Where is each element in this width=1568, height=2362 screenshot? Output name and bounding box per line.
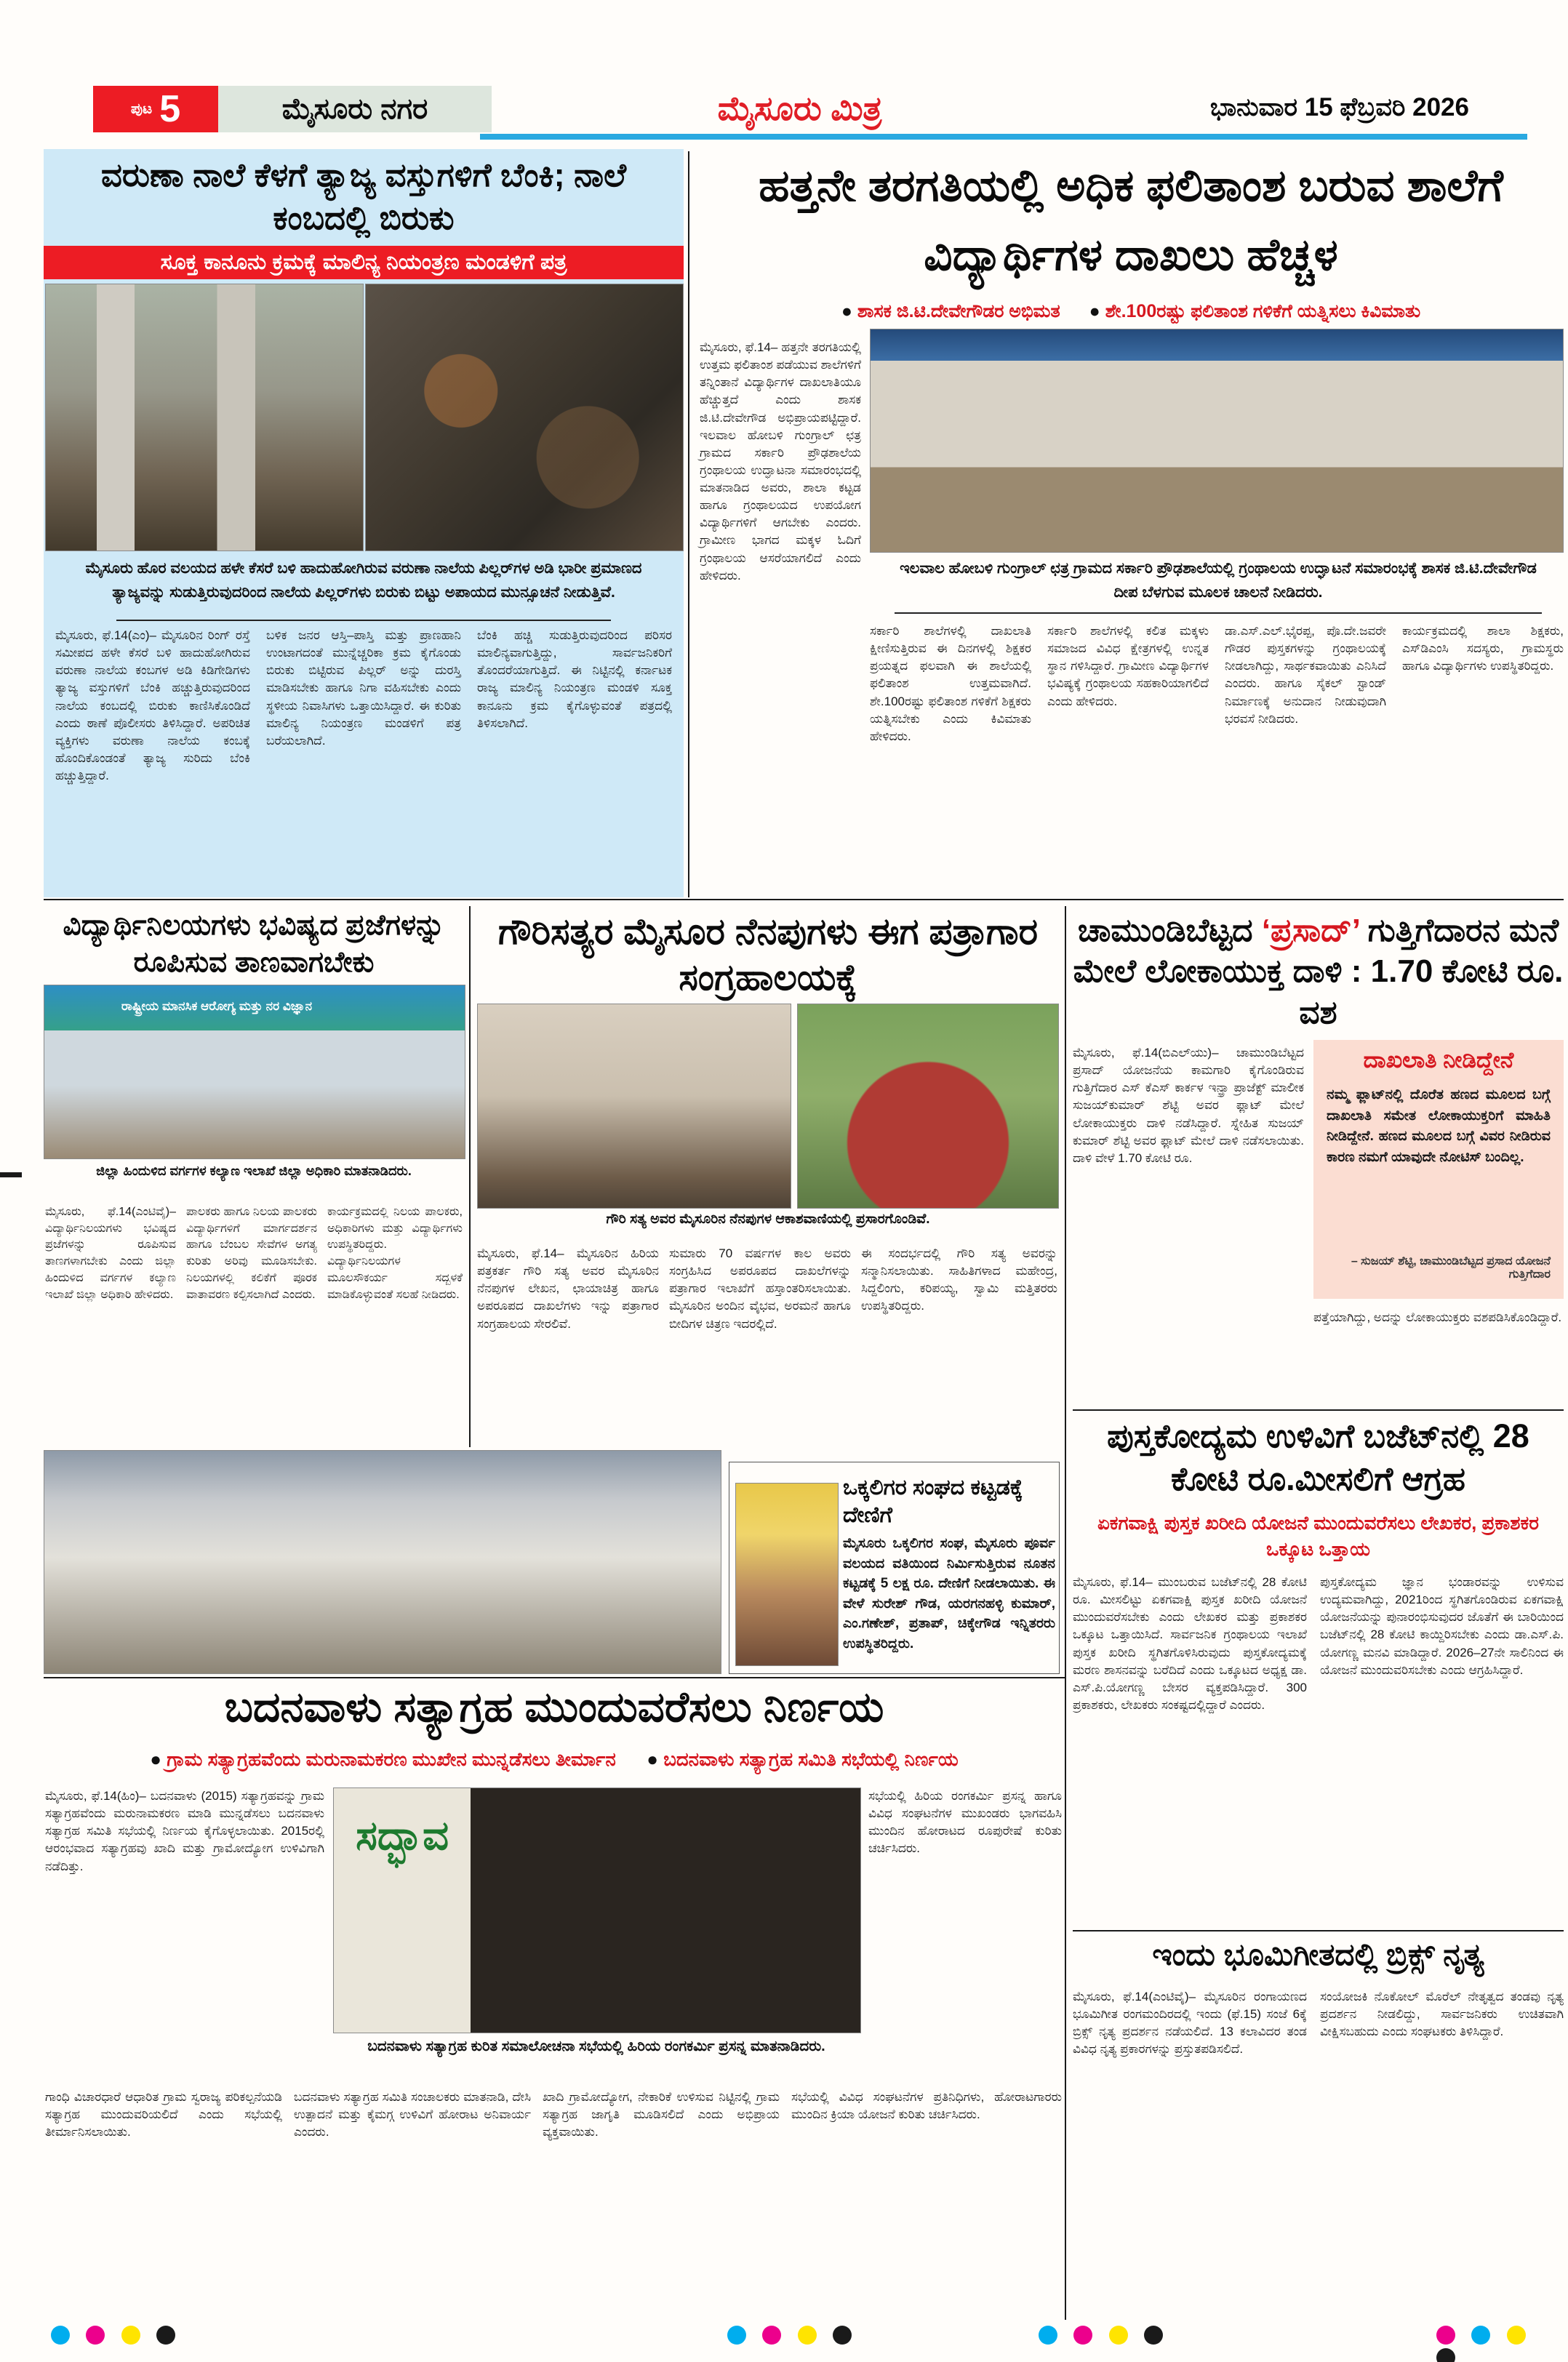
badanavalu-caption: ಬದನವಾಳು ಸತ್ಯಾಗ್ರಹ ಕುರಿತ ಸಮಾಲೋಚನಾ ಸಭೆಯಲ್ಲಿ ಹಿರಿಯ ರಂಗಕರ್ಮಿ ಪ್ರಸನ್ನ ಮಾತನಾಡಿದರು. bbox=[367, 2038, 825, 2054]
chamundi-headline-highlight: ‘ಪ್ರಸಾದ್’ bbox=[1261, 913, 1360, 948]
badanavalu-bullet-2: ಬದನವಾಳು ಸತ್ಯಾಗ್ರಹ ಸಮಿತಿ ಸಭೆಯಲ್ಲಿ ನಿರ್ಣಯ bbox=[663, 1748, 959, 1770]
rule-books-brics bbox=[1073, 1930, 1564, 1931]
badanavalu-body-b1: ಗಾಂಧಿ ವಿಚಾರಧಾರೆ ಆಧಾರಿತ ಗ್ರಾಮ ಸ್ವರಾಜ್ಯ ಪರಿಕಲ್ಪನೆಯಡಿ ಸತ್ಯಾಗ್ರಹ ಮುಂದುವರಿಯಲಿದೆ ಎಂದು ಸಭೆಯಲ್ಲಿ ತೀರ್ಮಾನಿಸಲಾಯಿತು. bbox=[45, 2090, 282, 2139]
edition-date: ಭಾನುವಾರ 15 ಫೆಬ್ರವರಿ 2026 bbox=[1209, 93, 1469, 121]
cmyk-dot-magenta bbox=[1436, 2326, 1455, 2345]
brics-body-col1: ಮೈಸೂರು, ಫೆ.14(ಎಂಟಿವೈ)– ಮೈಸೂರಿನ ರಂಗಾಯಣದ ಭೂಮಿಗೀತ ರಂಗಮಂದಿರದಲ್ಲಿ ಇಂದು (ಫೆ.15) ಸಂಜೆ 6ಕ್ಕೆ ಬ್ರಿಕ್ಸ್ ನೃತ್ಯ ಪ್ರದರ್ಶನ ನಡೆಯಲಿದೆ. 13 ಕಲಾವಿದರ ತಂಡ ವಿವಿಧ ನೃತ್ಯ ಪ್ರಕಾರಗಳನ್ನು ಪ್ರಸ್ತುತಪಡಿಸಲಿದೆ. bbox=[1073, 1990, 1307, 2057]
bullet-icon: ● bbox=[150, 1748, 162, 1770]
gouri-headline: ಗೌರಿಸತ್ಯರ ಮೈಸೂರ ನೆನಪುಗಳು ಈಗ ಪತ್ರಾಗಾರ ಸಂಗ್ರಹಾಲಯಕ್ಕೆ bbox=[497, 911, 1039, 998]
school-caption: ಇಲವಾಲ ಹೋಬಳಿ ಗುಂಗ್ರಾಲ್ ಛತ್ರ ಗ್ರಾಮದ ಸರ್ಕಾರಿ ಪ್ರೌಢಶಾಲೆಯಲ್ಲಿ ಗ್ರಂಥಾಲಯ ಉದ್ಘಾಟನೆ ಸಮಾರಂಭಕ್ಕೆ ಶಾಸಕ ಜಿ.ಟಿ.ದೇವೇಗೌಡ ದೀಪ ಬೆಳಗುವ ಮೂಲಕ ಚಾಲನೆ ನೀಡಿದರು. bbox=[895, 557, 1542, 614]
photo-library-inauguration bbox=[870, 329, 1564, 553]
photo-burnt-debris bbox=[365, 284, 684, 551]
okkaliga-box bbox=[729, 1462, 1060, 1674]
chamundi-headline-pre: ಚಾಮುಂಡಿಬೆಟ್ಟದ bbox=[1077, 913, 1262, 948]
hostel-body-col1: ಮೈಸೂರು, ಫೆ.14(ಎಂಟಿವೈ)– ವಿದ್ಯಾರ್ಥಿನಿಲಯಗಳು ಭವಿಷ್ಯದ ಪ್ರಜೆಗಳನ್ನು ರೂಪಿಸುವ ತಾಣಗಳಾಗಬೇಕು ಎಂದು ಜಿಲ್ಲಾ ಹಿಂದುಳಿದ ವರ್ಗಗಳ ಕಲ್ಯಾಣ ಇಲಾಖೆ ಜಿಲ್ಲಾ ಅಧಿಕಾರಿ ಹೇಳಿದರು. bbox=[45, 1206, 176, 1301]
chamundi-quote-body: ನಮ್ಮ ಫ್ಲಾಟ್‌ನಲ್ಲಿ ದೊರೆತ ಹಣದ ಮೂಲದ ಬಗ್ಗೆ ದಾಖಲಾತಿ ಸಮೇತ ಲೋಕಾಯುಕ್ತರಿಗೆ ಮಾಹಿತಿ ನೀಡಿದ್ದೇನೆ. ಹಣದ ಮೂಲದ ಬಗ್ಗೆ ವಿವರ ನೀಡಿರುವ ಕಾರಣ ನಮಗೆ ಯಾವುದೇ ನೋಟಿಸ್ ಬಂದಿಲ್ಲ. bbox=[1327, 1087, 1551, 1165]
books-body-col1: ಮೈಸೂರು, ಫೆ.14– ಮುಂಬರುವ ಬಜೆಟ್‌ನಲ್ಲಿ 28 ಕೋಟಿ ರೂ. ಮೀಸಲಿಟ್ಟು ಏಕಗವಾಕ್ಷಿ ಪುಸ್ತಕ ಖರೀದಿ ಯೋಜನೆ ಮುಂದುವರೆಸಬೇಕು ಎಂದು ಲೇಖಕರ ಮತ್ತು ಪ್ರಕಾಶಕರ ಒಕ್ಕೂಟ ಒತ್ತಾಯಿಸಿದೆ. ಸಾರ್ವಜನಿಕ ಗ್ರಂಥಾಲಯ ಇಲಾಖೆ ಪುಸ್ತಕ ಖರೀದಿ ಸ್ಥಗಿತಗೊಳಿಸಿರುವುದು ಪುಸ್ತಕೋದ್ಯಮಕ್ಕೆ ಮರಣ ಶಾಸನವನ್ನು ಬರೆದಿದೆ ಎಂದು ಒಕ್ಕೂಟದ ಅಧ್ಯಕ್ಷ ಡಾ. ಎಸ್.ಪಿ.ಯೋಗಣ್ಣ ಬೇಸರ ವ್ಯಕ್ತಪಡಿಸಿದ್ದಾರೆ. 300 ಪ್ರಕಾಶಕರು, ಲೇಖಕರು ಸಂಕಷ್ಟದಲ್ಲಿದ್ದಾರೆ ಎಂದರು. bbox=[1073, 1575, 1307, 1712]
chamundi-quote-title: ದಾಖಲಾತಿ ನೀಡಿದ್ದೇನೆ bbox=[1363, 1047, 1514, 1073]
gouri-body-col3: ಈ ಸಂದರ್ಭದಲ್ಲಿ ಗೌರಿ ಸತ್ಯ ಅವರನ್ನು ಸನ್ಮಾನಿಸಲಾಯಿತು. ಸಾಹಿತಿಗಳಾದ ಮಹೇಂದ್ರ, ಸಿದ್ದಲಿಂಗು, ಕರಿಪಯ್ಯ, ಸ್ವಾಮಿ ಮತ್ತಿತರರು ಉಪಸ್ಥಿತರಿದ್ದರು. bbox=[861, 1246, 1057, 1313]
rule-under-top-band bbox=[44, 899, 1564, 900]
rule-chamundi-books bbox=[1073, 1409, 1564, 1411]
cmyk-dot-magenta bbox=[1073, 2326, 1092, 2345]
stage-banner-text: ಸದ್ಭಾವ bbox=[356, 1811, 449, 1858]
cmyk-dot-cyan bbox=[51, 2326, 70, 2345]
hostel-headline: ವಿದ್ಯಾರ್ಥಿನಿಲಯಗಳು ಭವಿಷ್ಯದ ಪ್ರಜೆಗಳನ್ನು ರೂಪಿಸುವ ತಾಣವಾಗಬೇಕು bbox=[63, 910, 445, 978]
badanavalu-body-left: ಮೈಸೂರು, ಫೆ.14(ಹಿಂ)– ಬದನವಾಳು (2015) ಸತ್ಯಾಗ್ರಹವನ್ನು ಗ್ರಾಮ ಸತ್ಯಾಗ್ರಹವೆಂದು ಮರುನಾಮಕರಣ ಮಾಡಿ ಮುನ್ನಡೆಸಲು ಬದನವಾಳು ಸತ್ಯಾಗ್ರಹ ಸಮಿತಿ ಸಭೆಯಲ್ಲಿ ನಿರ್ಣಯ ಕೈಗೊಳ್ಳಲಾಯಿತು. 2015ರಲ್ಲಿ ಆರಂಭವಾದ ಸತ್ಯಾಗ್ರಹವು ಖಾದಿ ಮತ್ತು ಗ್ರಾಮೋದ್ಯೋಗ ಉಳಿವಿಗಾಗಿ ನಡೆದಿತ್ತು. bbox=[45, 1789, 324, 1873]
okkaliga-body: ಮೈಸೂರು ಒಕ್ಕಲಿಗರ ಸಂಘ, ಮೈಸೂರು ಪೂರ್ವ ವಲಯದ ವತಿಯಿಂದ ನಿರ್ಮಿಸುತ್ತಿರುವ ನೂತನ ಕಟ್ಟಡಕ್ಕೆ 5 ಲಕ್ಷ ರೂ. ದೇಣಿಗೆ ನೀಡಲಾಯಿತು. ಈ ವೇಳೆ ಸುರೇಶ್ ಗೌಡ, ಯರಗನಹಳ್ಳಿ ಕುಮಾರ್, ಎಂ.ಗಣೇಶ್, ಪ್ರತಾಪ್, ಚಿಕ್ಕೇಗೌಡ ಇನ್ನಿತರರು ಉಪಸ್ಥಿತರಿದ್ದರು. bbox=[843, 1536, 1055, 1652]
cmyk-dot-magenta bbox=[762, 2326, 781, 2345]
brics-body-col2: ಸಂಯೋಜಕಿ ನೊಕೋಲ್ ಮೊರೆಲ್ ನೇತೃತ್ವದ ತಂಡವು ನೃತ್ಯ ಪ್ರದರ್ಶನ ನೀಡಲಿದ್ದು, ಸಾರ್ವಜನಿಕರು ಉಚಿತವಾಗಿ ವೀಕ್ಷಿಸಬಹುದು ಎಂದು ಸಂಘಟಕರು ತಿಳಿಸಿದ್ದಾರೆ. bbox=[1320, 1990, 1564, 2039]
page-number: 5 bbox=[159, 88, 181, 130]
books-headline: ಪುಸ್ತಕೋದ್ಯಮ ಉಳಿವಿಗೆ ಬಜೆಟ್‌ನಲ್ಲಿ 28 ಕೋಟಿ ರೂ.ಮೀಸಲಿಗೆ ಆಗ್ರಹ bbox=[1107, 1417, 1529, 1497]
gouri-body-col1: ಮೈಸೂರು, ಫೆ.14– ಮೈಸೂರಿನ ಹಿರಿಯ ಪತ್ರಕರ್ತ ಗೌರಿ ಸತ್ಯ ಅವರ ಮೈಸೂರಿನ ನೆನಪುಗಳ ಲೇಖನ, ಛಾಯಾಚಿತ್ರ ಹಾಗೂ ಅಪರೂಪದ ದಾಖಲೆಗಳು ಇನ್ನು ಪತ್ರಾಗಾರ ಸಂಗ್ರಹಾಲಯ ಸೇರಲಿವೆ. bbox=[477, 1246, 659, 1331]
photo-press-meet bbox=[477, 1004, 791, 1209]
bullet-icon: ● bbox=[841, 301, 852, 321]
books-subhead: ಏಕಗವಾಕ್ಷಿ ಪುಸ್ತಕ ಖರೀದಿ ಯೋಜನೆ ಮುಂದುವರೆಸಲು ಲೇಖಕರ, ಪ್ರಕಾಶಕರ ಒಕ್ಕೂಟ ಒತ್ತಾಯ bbox=[1097, 1512, 1540, 1561]
school-body-col5: ಕಾರ್ಯಕ್ರಮದಲ್ಲಿ ಶಾಲಾ ಶಿಕ್ಷಕರು, ಎಸ್‌ಡಿಎಂಸಿ ಸದಸ್ಯರು, ಗ್ರಾಮಸ್ಥರು ಹಾಗೂ ವಿದ್ಯಾರ್ಥಿಗಳು ಉಪಸ್ಥಿತರಿದ್ದರು. bbox=[1402, 624, 1564, 673]
masthead: ಮೈಸೂರು ಮಿತ್ರ bbox=[716, 89, 884, 127]
divider-right-column bbox=[1065, 906, 1066, 2320]
gouri-body-col2: ಸುಮಾರು 70 ವರ್ಷಗಳ ಕಾಲ ಅವರು ಸಂಗ್ರಹಿಸಿದ ಅಪರೂಪದ ದಾಖಲೆಗಳನ್ನು ಪತ್ರಾಗಾರ ಇಲಾಖೆಗೆ ಹಸ್ತಾಂತರಿಸಲಾಯಿತು. ಮೈಸೂರಿನ ಅಂದಿನ ವೈಭವ, ಅರಮನೆ ಹಾಗೂ ಬೀದಿಗಳ ಚಿತ್ರಣ ಇದರಲ್ಲಿದೆ. bbox=[669, 1246, 851, 1331]
chamundi-quote-box bbox=[1313, 1040, 1564, 1299]
chamundi-body-col2: ಪತ್ತೆಯಾಗಿದ್ದು, ಅದನ್ನು ಲೋಕಾಯುಕ್ತರು ವಶಪಡಿಸಿಕೊಂಡಿದ್ದಾರೆ. bbox=[1313, 1310, 1562, 1324]
print-margin-mark bbox=[0, 1172, 22, 1177]
cmyk-dots-center-left bbox=[727, 2326, 865, 2348]
school-body-col4: ಡಾ.ಎಸ್.ಎಲ್.ಭೈರಪ್ಪ, ಪೊ.ದೇ.ಜವರೇ ಗೌಡರ ಪುಸ್ತಕಗಳನ್ನು ಗ್ರಂಥಾಲಯಕ್ಕೆ ನೀಡಲಾಗಿದ್ದು, ಸಾರ್ಥಕವಾಯಿತು ಎನಿಸಿದೆ ಎಂದರು. ಹಾಗೂ ಸೈಕಲ್ ಸ್ಟಾಂಡ್ ನಿರ್ಮಾಣಕ್ಕೆ ಅನುದಾನ ನೀಡುವುದಾಗಿ ಭರವಸೆ ನೀಡಿದರು. bbox=[1225, 624, 1386, 726]
section-box bbox=[218, 86, 492, 132]
divider-top-band bbox=[688, 151, 689, 897]
cmyk-dot-yellow bbox=[121, 2326, 140, 2345]
varuna-headline: ವರುಣಾ ನಾಲೆ ಕೆಳಗೆ ತ್ಯಾಜ್ಯ ವಸ್ತುಗಳಿಗೆ ಬೆಂಕಿ; ನಾಲೆ ಕಂಬದಲ್ಲಿ ಬಿರುಕು bbox=[100, 156, 627, 236]
hostel-banner-text: ರಾಷ್ಟ್ರೀಯ ಮಾನಸಿಕ ಆರೋಗ್ಯ ಮತ್ತು ನರ ವಿಜ್ಞಾನ bbox=[121, 999, 313, 1014]
cmyk-dot-yellow bbox=[1109, 2326, 1128, 2345]
page-label: ಪುಟ bbox=[130, 100, 153, 117]
section-title: ಮೈಸೂರು ನಗರ bbox=[281, 92, 428, 125]
cmyk-dots-left bbox=[51, 2326, 188, 2348]
chamundi-headline-post: ಗುತ್ತಿಗೆದಾರನ ಮನೆ ಮೇಲೆ ಲೋಕಾಯುಕ್ತ ದಾಳಿ : 1.70 ಕೋಟಿ ರೂ. ವಶ bbox=[1073, 913, 1564, 1030]
header-blue-line bbox=[480, 134, 1527, 140]
divider-mid-left bbox=[469, 906, 471, 1447]
cmyk-dot-black bbox=[1144, 2326, 1163, 2345]
varuna-caption-rule bbox=[116, 620, 611, 621]
school-body-col1: ಮೈಸೂರು, ಫೆ.14– ಹತ್ತನೇ ತರಗತಿಯಲ್ಲಿ ಉತ್ತಮ ಫಲಿತಾಂಶ ಪಡೆಯುವ ಶಾಲೆಗಳಿಗೆ ತನ್ನಿಂತಾನೆ ವಿದ್ಯಾರ್ಥಿಗಳ ದಾಖಲಾತಿಯೂ ಹೆಚ್ಚುತ್ತದೆ ಎಂದು ಶಾಸಕ ಜಿ.ಟಿ.ದೇವೇಗೌಡ ಅಭಿಪ್ರಾಯಪಟ್ಟಿದ್ದಾರೆ. ಇಲವಾಲ ಹೋಬಳಿ ಗುಂಗ್ರಾಲ್ ಛತ್ರ ಗ್ರಾಮದ ಸರ್ಕಾರಿ ಪ್ರೌಢಶಾಲೆಯ ಗ್ರಂಥಾಲಯ ಉದ್ಘಾಟನಾ ಸಮಾರಂಭದಲ್ಲಿ ಮಾತನಾಡಿದ ಅವರು, ಶಾಲಾ ಕಟ್ಟಡ ಹಾಗೂ ಗ್ರಂಥಾಲಯದ ಉಪಯೋಗ ವಿದ್ಯಾರ್ಥಿಗಳಿಗೆ ಆಗಬೇಕು ಎಂದರು. ಗ್ರಾಮೀಣ ಭಾಗದ ಮಕ್ಕಳ ಓದಿಗೆ ಗ್ರಂಥಾಲಯ ಆಸರೆಯಾಗಲಿದೆ ಎಂದು ಹೇಳಿದರು. bbox=[700, 340, 861, 583]
chamundi-headline bbox=[1073, 910, 1564, 1034]
school-body-col3: ಸರ್ಕಾರಿ ಶಾಲೆಗಳಲ್ಲಿ ಕಲಿತ ಮಕ್ಕಳು ಸಮಾಜದ ವಿವಿಧ ಕ್ಷೇತ್ರಗಳಲ್ಲಿ ಉನ್ನತ ಸ್ಥಾನ ಗಳಿಸಿದ್ದಾರೆ. ಗ್ರಾಮೀಣ ವಿದ್ಯಾರ್ಥಿಗಳ ಭವಿಷ್ಯಕ್ಕೆ ಗ್ರಂಥಾಲಯ ಸಹಕಾರಿಯಾಗಲಿದೆ ಎಂದು ಹೇಳಿದರು. bbox=[1047, 624, 1209, 708]
school-body-col2: ಸರ್ಕಾರಿ ಶಾಲೆಗಳಲ್ಲಿ ದಾಖಲಾತಿ ಕ್ಷೀಣಿಸುತ್ತಿರುವ ಈ ದಿನಗಳಲ್ಲಿ ಶಿಕ್ಷಕರ ಪ್ರಯತ್ನದ ಫಲವಾಗಿ ಈ ಶಾಲೆಯಲ್ಲಿ ಫಲಿತಾಂಶ ಉತ್ತಮವಾಗಿದೆ. ಶೇ.100ರಷ್ಟು ಫಲಿತಾಂಶ ಗಳಿಕೆಗೆ ಶಿಕ್ಷಕರು ಯತ್ನಿಸಬೇಕು ಎಂದು ಕಿವಿಮಾತು ಹೇಳಿದರು. bbox=[870, 624, 1031, 743]
badanavalu-body-b4: ಸಭೆಯಲ್ಲಿ ವಿವಿಧ ಸಂಘಟನೆಗಳ ಪ್ರತಿನಿಧಿಗಳು, ಹೋರಾಟಗಾರರು ಮುಂದಿನ ಕ್ರಿಯಾ ಯೋಜನೆ ಕುರಿತು ಚರ್ಚಿಸಿದರು. bbox=[791, 2090, 1062, 2122]
cmyk-dot-black bbox=[156, 2326, 175, 2345]
hostel-body-col2: ಪಾಲಕರು ಹಾಗೂ ನಿಲಯ ಪಾಲಕರು ವಿದ್ಯಾರ್ಥಿಗಳಿಗೆ ಮಾರ್ಗದರ್ಶನ ಹಾಗೂ ಬೆಂಬಲ ಸೇವೆಗಳ ಅಗತ್ಯ ಕುರಿತು ಅರಿವು ಮೂಡಿಸಬೇಕು. ನಿಲಯಗಳಲ್ಲಿ ಕಲಿಕೆಗೆ ಪೂರಕ ವಾತಾವರಣ ಕಲ್ಪಿಸಲಾಗಿದೆ ಎಂದರು. bbox=[186, 1206, 317, 1301]
brics-headline: ಇಂದು ಭೂಮಿಗೀತದಲ್ಲಿ ಬ್ರಿಕ್ಸ್ ನೃತ್ಯ bbox=[1152, 1937, 1484, 1971]
chamundi-body-col1: ಮೈಸೂರು, ಫೆ.14(ಬಿಎಲ್‌ಯು)– ಚಾಮುಂಡಿಬೆಟ್ಟದ ಪ್ರಸಾದ್ ಯೋಜನೆಯ ಕಾಮಗಾರಿ ಕೈಗೊಂಡಿರುವ ಗುತ್ತಿಗೆದಾರ ಎಸ್ ಕೆಎಸ್ ಕಾರ್ಕಳ ಇನ್ಫ್ರಾ ಪ್ರಾಜೆಕ್ಟ್ ಮಾಲೀಕ ಸುಜಯ್‌ಕುಮಾರ್ ಶೆಟ್ಟಿ ಅವರ ಫ್ಲಾಟ್ ಮೇಲೆ ಲೋಕಾಯುಕ್ತರು ದಾಳಿ ನಡೆಸಿದ್ದಾರೆ. ಸ್ನೇಹಿತ ಸುಜಯ್ ಕುಮಾರ್ ಶೆಟ್ಟಿ ಅವರ ಫ್ಲಾಟ್ ಮೇಲೆ ದಾಳಿ ನಡೆಸಲಾಯಿತು. ದಾಳಿ ವೇಳೆ 1.70 ಕೋಟಿ ರೂ. bbox=[1073, 1046, 1304, 1165]
badanavalu-body-b2: ಬದನವಾಳು ಸತ್ಯಾಗ್ರಹ ಸಮಿತಿ ಸಂಚಾಲಕರು ಮಾತನಾಡಿ, ದೇಸಿ ಉತ್ಪಾದನೆ ಮತ್ತು ಕೈಮಗ್ಗ ಉಳಿವಿಗೆ ಹೋರಾಟ ಅನಿವಾರ್ಯ ಎಂದರು. bbox=[294, 2090, 531, 2139]
school-headline: ಹತ್ತನೇ ತರಗತಿಯಲ್ಲಿ ಅಧಿಕ ಫಲಿತಾಂಶ ಬರುವ ಶಾಲೆಗೆ ವಿದ್ಯಾರ್ಥಿಗಳ ದಾಖಲು ಹೆಚ್ಚಳ bbox=[759, 161, 1503, 279]
bullet-icon: ● bbox=[1089, 301, 1100, 321]
school-bullet-1: ಶಾಸಕ ಜಿ.ಟಿ.ದೇವೇಗೌಡರ ಅಭಿಮತ bbox=[857, 301, 1060, 321]
books-body-col2: ಪುಸ್ತಕೋದ್ಯಮ ಜ್ಞಾನ ಭಂಡಾರವನ್ನು ಉಳಿಸುವ ಉದ್ಯಮವಾಗಿದ್ದು, 2021ರಿಂದ ಸ್ಥಗಿತಗೊಂಡಿರುವ ಏಕಗವಾಕ್ಷಿ ಯೋಜನೆಯನ್ನು ಪುನಾರಂಭಿಸುವುದರ ಜೊತೆಗೆ ಈ ಬಾರಿಯಿಂದ ಬಜೆಟ್‌ನಲ್ಲಿ 28 ಕೋಟಿ ಕಾಯ್ದಿರಿಸಬೇಕು ಎಂದು ಡಾ.ಎಸ್.ಪಿ. ಯೋಗಣ್ಣ ಮನವಿ ಮಾಡಿದ್ದಾರೆ. 2026–27ನೇ ಸಾಲಿನಿಂದ ಈ ಯೋಜನೆ ಮುಂದುವರಿಸಬೇಕು ಎಂದು ಆಗ್ರಹಿಸಿದ್ದಾರೆ. bbox=[1320, 1575, 1564, 1677]
cmyk-dot-yellow bbox=[1507, 2326, 1526, 2345]
photo-canal-pillars bbox=[45, 284, 364, 551]
badanavalu-headline: ಬದನವಾಳು ಸತ್ಯಾಗ್ರಹ ಮುಂದುವರೆಸಲು ನಿರ್ಣಯ bbox=[224, 1684, 884, 1731]
varuna-subhead-strip bbox=[44, 246, 684, 279]
varuna-body-col1: ಮೈಸೂರು, ಫೆ.14(ಎಂ)– ಮೈಸೂರಿನ ರಿಂಗ್ ರಸ್ತೆ ಸಮೀಪದ ಹಳೇ ಕೆಸರೆ ಬಳಿ ಹಾದುಹೋಗಿರುವ ವರುಣಾ ನಾಲೆಯ ಕಂಬಗಳ ಅಡಿ ಕಿಡಿಗೇಡಿಗಳು ತ್ಯಾಜ್ಯ ವಸ್ತುಗಳಿಗೆ ಬೆಂಕಿ ಹಚ್ಚುತ್ತಿರುವುದರಿಂದ ನಾಲೆಯ ಕಂಬದಲ್ಲಿ ಬಿರುಕು ಕಾಣಿಸಿಕೊಂಡಿದೆ ಎಂದು ಠಾಣೆ ಪೊಲೀಸರು ತಿಳಿಸಿದ್ದಾರೆ. ಅಪರಿಚಿತ ವ್ಯಕ್ತಿಗಳು ವರುಣಾ ನಾಲೆಯ ಕಂಬಕ್ಕೆ ಹೊಂದಿಕೊಂಡಂತೆ ತ್ಯಾಜ್ಯ ಸುರಿದು ಬೆಂಕಿ ಹಚ್ಚುತ್ತಿದ್ದಾರೆ. bbox=[55, 628, 250, 782]
hostel-body-col3: ಕಾರ್ಯಕ್ರಮದಲ್ಲಿ ನಿಲಯ ಪಾಲಕರು, ಅಧಿಕಾರಿಗಳು ಮತ್ತು ವಿದ್ಯಾರ್ಥಿಗಳು ಉಪಸ್ಥಿತರಿದ್ದರು. ವಿದ್ಯಾರ್ಥಿನಿಲಯಗಳ ಮೂಲಸೌಕರ್ಯ ಸದ್ಬಳಕೆ ಮಾಡಿಕೊಳ್ಳುವಂತೆ ಸಲಹೆ ನೀಡಿದರು. bbox=[327, 1206, 463, 1301]
cmyk-dot-cyan bbox=[1471, 2326, 1490, 2345]
chamundi-quote-sign: – ಸುಜಯ್ ಶೆಟ್ಟಿ, ಚಾಮುಂಡಿಬೆಟ್ಟದ ಪ್ರಸಾದ ಯೋಜನೆ ಗುತ್ತಿಗೆದಾರ bbox=[1351, 1255, 1551, 1281]
hostel-caption: ಜಿಲ್ಲಾ ಹಿಂದುಳಿದ ವರ್ಗಗಳ ಕಲ್ಯಾಣ ಇಲಾಖೆ ಜಿಲ್ಲಾ ಅಧಿಕಾರಿ ಮಾತನಾಡಿದರು. bbox=[96, 1164, 412, 1178]
cmyk-dot-black bbox=[833, 2326, 852, 2345]
varuna-body-col3: ಬೆಂಕಿ ಹಚ್ಚಿ ಸುಡುತ್ತಿರುವುದರಿಂದ ಪರಿಸರ ಮಾಲಿನ್ಯವಾಗುತ್ತಿದ್ದು, ಸಾರ್ವಜನಿಕರಿಗೆ ತೊಂದರೆಯಾಗುತ್ತಿದೆ. ಈ ನಿಟ್ಟಿನಲ್ಲಿ ಕರ್ನಾಟಕ ರಾಜ್ಯ ಮಾಲಿನ್ಯ ನಿಯಂತ್ರಣ ಮಂಡಳಿ ಸೂಕ್ತ ಕಾನೂನು ಕ್ರಮ ಕೈಗೊಳ್ಳುವಂತೆ ಪತ್ರದಲ್ಲಿ ತಿಳಿಸಲಾಗಿದೆ. bbox=[477, 628, 672, 730]
cmyk-dot-black bbox=[1436, 2348, 1455, 2362]
cmyk-dot-cyan bbox=[727, 2326, 746, 2345]
photo-hostel-event bbox=[44, 985, 465, 1159]
varuna-body-col2: ಬಳಿಕ ಜನರ ಆಸ್ತಿ–ಪಾಸ್ತಿ ಮತ್ತು ಪ್ರಾಣಹಾನಿ ಉಂಟಾಗದಂತೆ ಮುನ್ನೆಚ್ಚರಿಕಾ ಕ್ರಮ ಕೈಗೊಂಡು ಬಿರುಕು ಬಿಟ್ಟಿರುವ ಪಿಲ್ಲರ್ ಅನ್ನು ದುರಸ್ತಿ ಮಾಡಿಸಬೇಕು ಹಾಗೂ ನಿಗಾ ವಹಿಸಬೇಕು ಎಂದು ಸ್ಥಳೀಯ ನಿವಾಸಿಗಳು ಒತ್ತಾಯಿಸಿದ್ದಾರೆ. ಈ ಕುರಿತು ಮಾಲಿನ್ಯ ನಿಯಂತ್ರಣ ಮಂಡಳಿಗೆ ಪತ್ರ ಬರೆಯಲಾಗಿದೆ. bbox=[266, 628, 461, 748]
page-number-box bbox=[93, 86, 218, 132]
cmyk-dot-magenta bbox=[86, 2326, 105, 2345]
varuna-subhead: ಸೂಕ್ತ ಕಾನೂನು ಕ್ರಮಕ್ಕೆ ಮಾಲಿನ್ಯ ನಿಯಂತ್ರಣ ಮಂಡಳಿಗೆ ಪತ್ರ bbox=[160, 250, 567, 274]
cmyk-dots-center-right bbox=[1039, 2326, 1176, 2348]
rule-above-badanavalu bbox=[44, 1677, 1065, 1678]
photo-donation-group bbox=[44, 1450, 721, 1674]
badanavalu-bullets bbox=[44, 1748, 1065, 1780]
gouri-caption: ಗೌರಿ ಸತ್ಯ ಅವರ ಮೈಸೂರಿನ ನೆನಪುಗಳ ಆಕಾಶವಾಣಿಯಲ್ಲಿ ಪ್ರಸಾರಗೊಂಡಿವೆ. bbox=[606, 1212, 930, 1227]
photo-satyagraha-meeting bbox=[333, 1787, 861, 2033]
badanavalu-body-right: ಸಭೆಯಲ್ಲಿ ಹಿರಿಯ ರಂಗಕರ್ಮಿ ಪ್ರಸನ್ನ ಹಾಗೂ ವಿವಿಧ ಸಂಘಟನೆಗಳ ಮುಖಂಡರು ಭಾಗವಹಿಸಿ ಮುಂದಿನ ಹೋರಾಟದ ರೂಪುರೇಷೆ ಕುರಿತು ಚರ್ಚಿಸಿದರು. bbox=[868, 1789, 1062, 1856]
cmyk-dot-cyan bbox=[1039, 2326, 1057, 2345]
badanavalu-body-b3: ಖಾದಿ ಗ್ರಾಮೋದ್ಯೋಗ, ನೇಕಾರಿಕೆ ಉಳಿಸುವ ನಿಟ್ಟಿನಲ್ಲಿ ಗ್ರಾಮ ಸತ್ಯಾಗ್ರಹ ಜಾಗೃತಿ ಮೂಡಿಸಲಿದೆ ಎಂದು ಅಭಿಪ್ರಾಯ ವ್ಯಕ್ತವಾಯಿತು. bbox=[543, 2090, 780, 2139]
cmyk-dot-yellow bbox=[798, 2326, 817, 2345]
okkaliga-title: ಒಕ್ಕಲಿಗರ ಸಂಘದ ಕಟ್ಟಡಕ್ಕೆ ದೇಣಿಗೆ bbox=[843, 1476, 1023, 1527]
badanavalu-bullet-1: ಗ್ರಾಮ ಸತ್ಯಾಗ್ರಹವೆಂದು ಮರುನಾಮಕರಣ ಮುಖೇನ ಮುನ್ನಡೆಸಲು ತೀರ್ಮಾನ bbox=[167, 1748, 616, 1770]
bullet-icon: ● bbox=[647, 1748, 658, 1770]
photo-man-in-chair bbox=[797, 1004, 1059, 1209]
varuna-caption: ಮೈಸೂರು ಹೊರ ವಲಯದ ಹಳೇ ಕೆಸರೆ ಬಳಿ ಹಾದುಹೋಗಿರುವ ವರುಣಾ ನಾಲೆಯ ಪಿಲ್ಲರ್‌ಗಳ ಅಡಿ ಭಾರೀ ಪ್ರಮಾಣದ ತ್ಯಾಜ್ಯವನ್ನು ಸುಡುತ್ತಿರುವುದರಿಂದ ನಾಲೆಯ ಪಿಲ್ಲರ್‌ಗಳು ಬಿರುಕು ಬಿಟ್ಟು ಅಪಾಯದ ಮುನ್ಸೂಚನೆ ನೀಡುತ್ತಿವೆ. bbox=[85, 560, 642, 601]
school-bullet-2: ಶೇ.100ರಷ್ಟು ಫಲಿತಾಂಶ ಗಳಿಕೆಗೆ ಯತ್ನಿಸಲು ಕಿವಿಮಾತು bbox=[1105, 301, 1421, 321]
photo-donor-portrait bbox=[735, 1483, 839, 1666]
cmyk-dots-right bbox=[1436, 2326, 1568, 2362]
